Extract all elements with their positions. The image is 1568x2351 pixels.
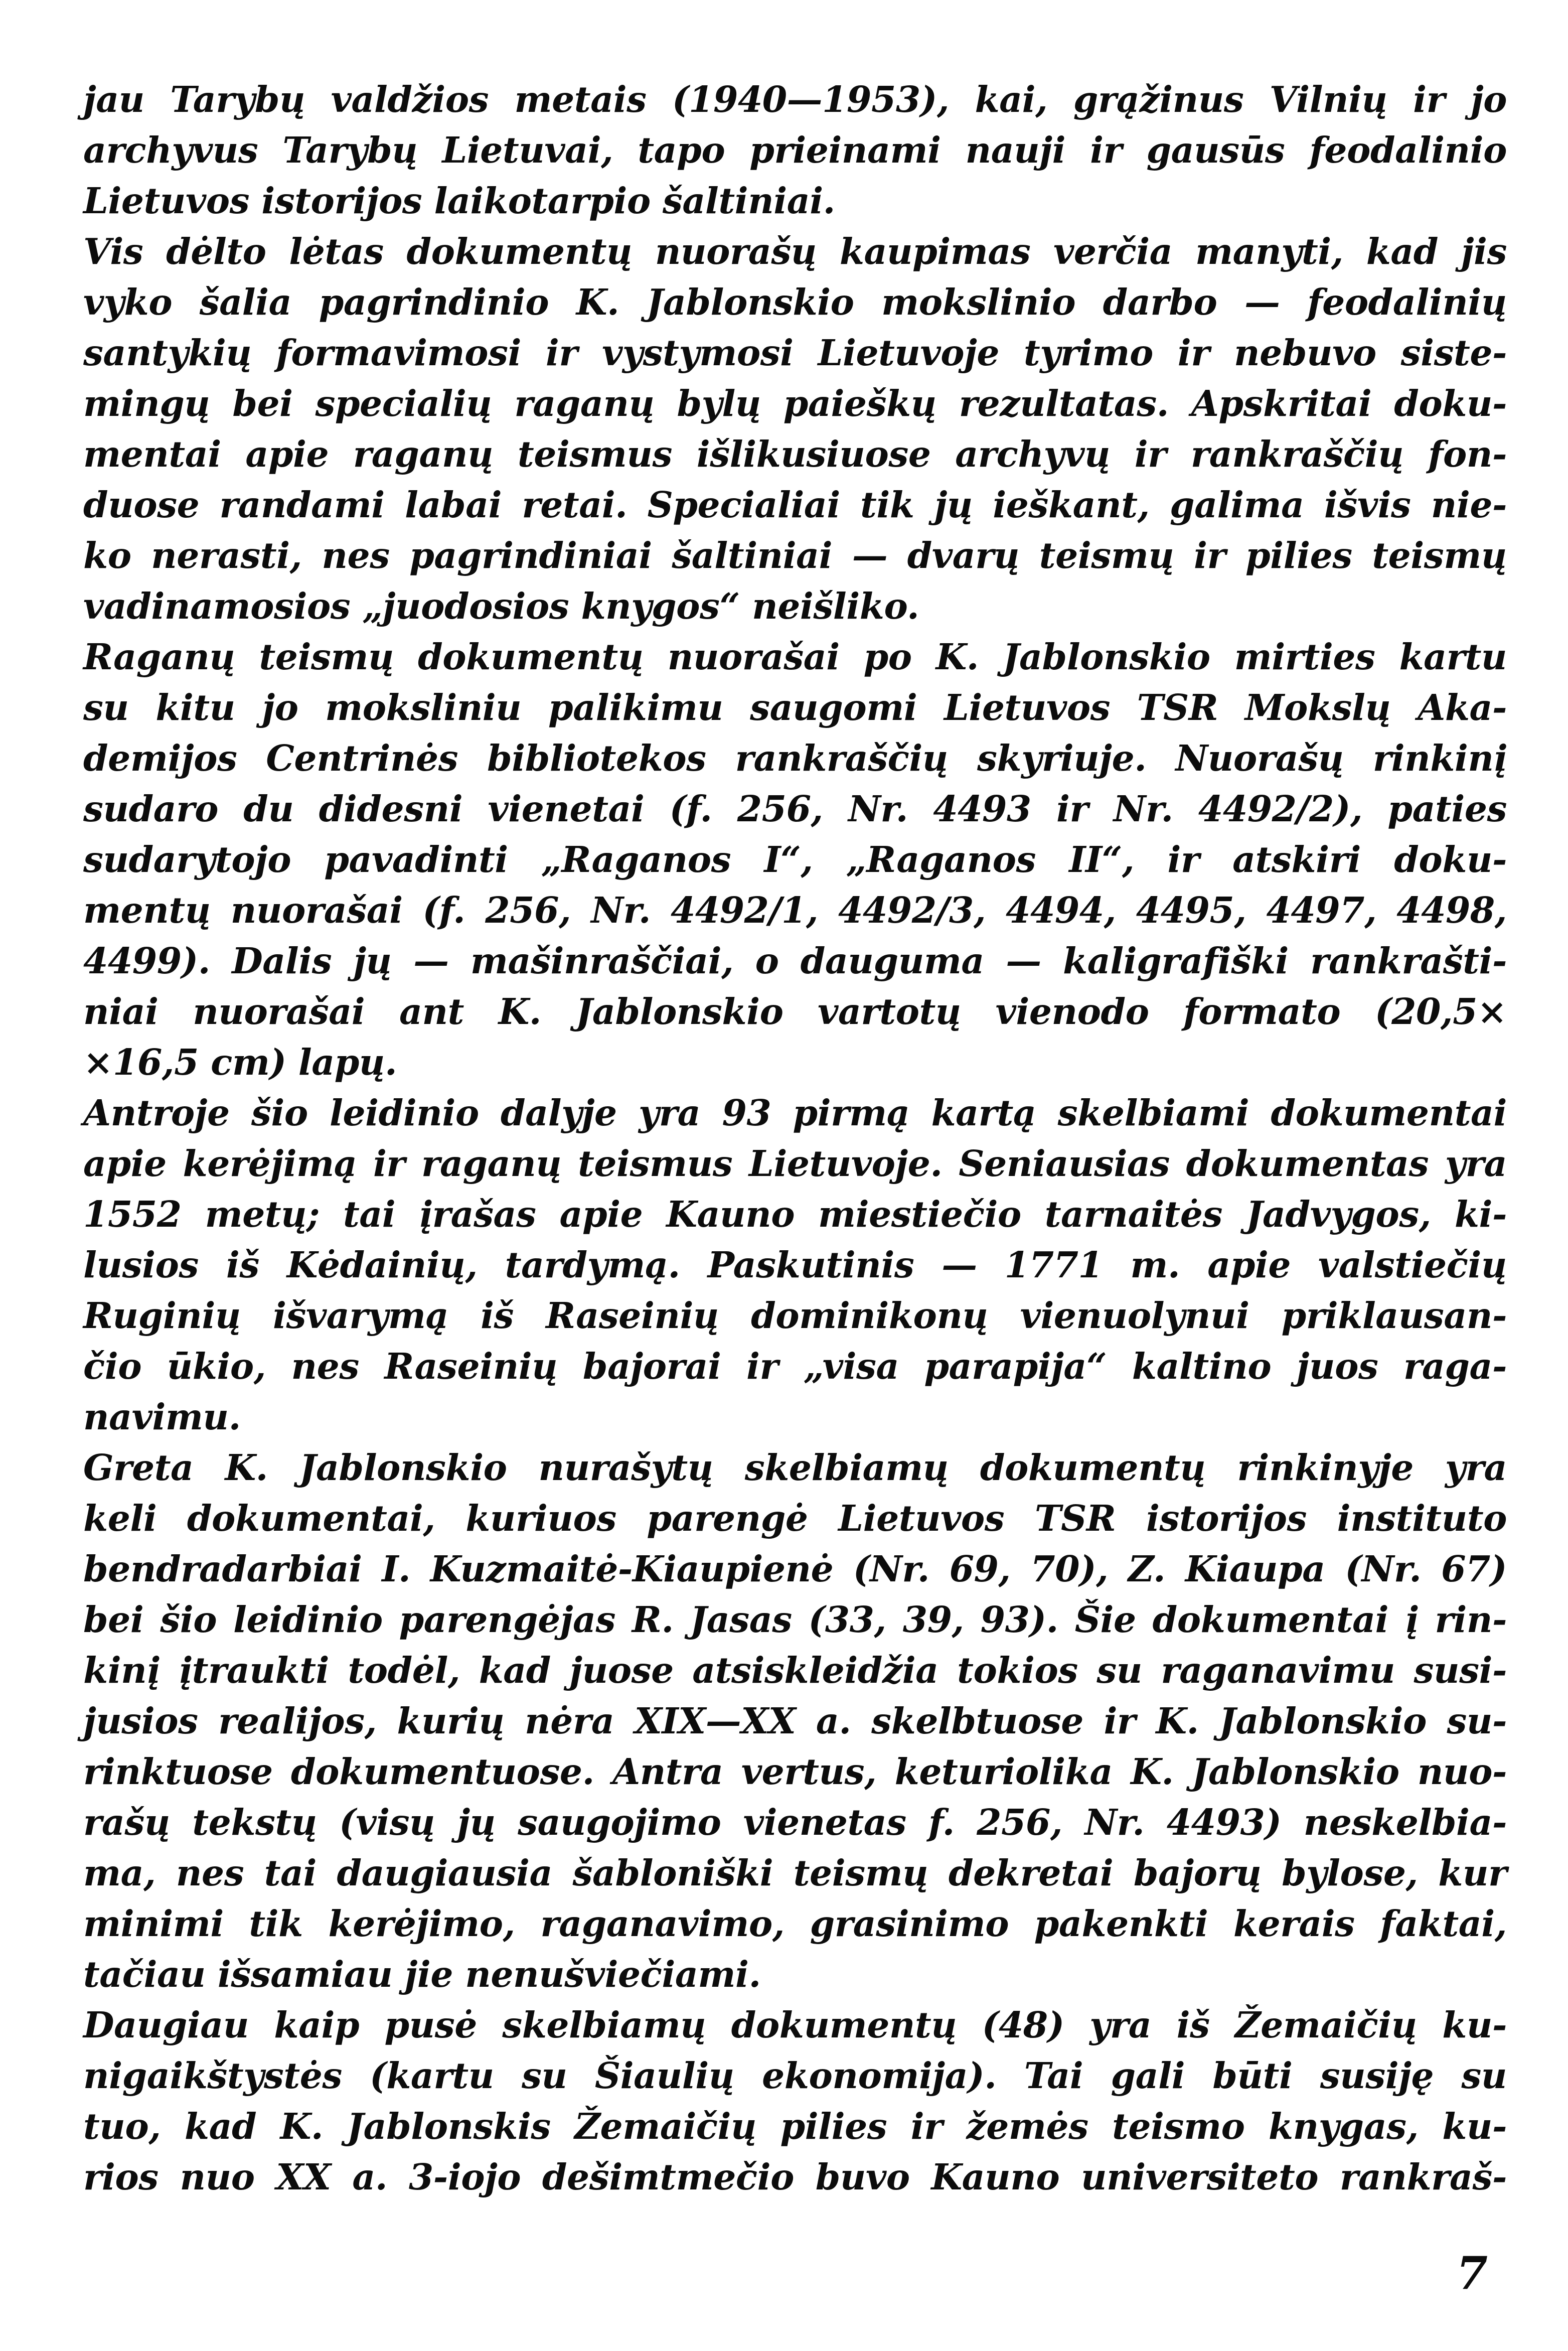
text-line: Vis dėlto lėtas dokumentų nuorašų kaupimas verčia manyti, kad jis: [83, 230, 1507, 272]
text-line: su kitu jo moksliniu palikimu saugomi Lietuvos TSR Mokslų Aka-: [83, 686, 1507, 728]
text-line: keli dokumentai, kuriuos parengė Lietuvos TSR istorijos instituto: [83, 1497, 1507, 1539]
text-line: lusios iš Kėdainių, tardymą. Paskutinis — 1771 m. apie valstiečių: [83, 1244, 1507, 1286]
text-line: tuo, kad K. Jablonskis Žemaičių pilies ir žemės teismo knygas, ku-: [83, 2105, 1507, 2147]
text-line: bei šio leidinio parengėjas R. Jasas (33, 39, 93). Šie dokumentai į rin-: [83, 1598, 1507, 1641]
text-line: jau Tarybų valdžios metais (1940—1953), kai, grąžinus Vilnių ir jo: [83, 78, 1507, 120]
text-line: sudarytojo pavadinti „Raganos I“, „Raganos II“, ir atskiri doku-: [83, 838, 1507, 880]
text-line: rinktuose dokumentuose. Antra vertus, keturiolika K. Jablonskio nuo-: [83, 1750, 1507, 1793]
text-line: Lietuvos istorijos laikotarpio šaltiniai.: [83, 180, 835, 222]
text-line: Antroje šio leidinio dalyje yra 93 pirmą kartą skelbiami dokumentai: [83, 1092, 1507, 1134]
page-number: 7: [1456, 2247, 1488, 2300]
text-line: ×16,5 cm) lapų.: [83, 1041, 397, 1083]
text-line: rašų tekstų (visų jų saugojimo vienetas f. 256, Nr. 4493) neskelbia-: [83, 1801, 1507, 1843]
text-line: sudaro du didesni vienetai (f. 256, Nr. 4493 ir Nr. 4492/2), paties: [83, 788, 1507, 830]
text-line: mingų bei specialių raganų bylų paieškų rezultatas. Apskritai doku-: [83, 382, 1507, 424]
text-line: 4499). Dalis jų — mašinraščiai, o dauguma — kaligrafiški rankrašti-: [83, 940, 1507, 982]
text-line: bendradarbiai I. Kuzmaitė-Kiaupienė (Nr. 69, 70), Z. Kiaupa (Nr. 67): [83, 1548, 1507, 1590]
text-line: archyvus Tarybų Lietuvai, tapo prieinami nauji ir gausūs feodalinio: [83, 129, 1507, 171]
text-line: tačiau išsamiau jie nenušviečiami.: [83, 1953, 761, 1995]
text-line: kinį įtraukti todėl, kad juose atsiskleidžia tokios su raganavimu susi-: [83, 1649, 1507, 1691]
text-block: [83, 74, 1507, 2202]
text-line: niai nuorašai ant K. Jablonskio vartotų vienodo formato (20,5×: [83, 990, 1507, 1033]
text-line: vadinamosios „juodosios knygos“ neišliko.: [83, 585, 919, 627]
text-line: čio ūkio, nes Raseinių bajorai ir „visa parapija“ kaltino juos raga-: [83, 1345, 1507, 1387]
text-line: nigaikštystės (kartu su Šiaulių ekonomija). Tai gali būti susiję su: [83, 2054, 1507, 2097]
text-line: Raganų teismų dokumentų nuorašai po K. Jablonskio mirties kartu: [83, 636, 1507, 678]
text-line: demijos Centrinės bibliotekos rankraščių skyriuje. Nuorašų rinkinį: [83, 737, 1507, 779]
text-line: rios nuo XX a. 3-iojo dešimtmečio buvo Kauno universiteto rankraš-: [83, 2156, 1507, 2198]
text-line: santykių formavimosi ir vystymosi Lietuvoje tyrimo ir nebuvo siste-: [83, 332, 1507, 374]
text-line: Daugiau kaip pusė skelbiamų dokumentų (48) yra iš Žemaičių ku-: [83, 2004, 1507, 2046]
text-line: 1552 metų; tai įrašas apie Kauno miestiečio tarnaitės Jadvygos, ki-: [83, 1193, 1507, 1235]
text-line: vyko šalia pagrindinio K. Jablonskio mokslinio darbo — feodalinių: [83, 281, 1507, 323]
text-line: jusios realijos, kurių nėra XIX—XX a. skelbtuose ir K. Jablonskio su-: [83, 1700, 1507, 1742]
text-line: apie kerėjimą ir raganų teismus Lietuvoje. Seniausias dokumentas yra: [83, 1142, 1507, 1185]
text-line: mentai apie raganų teismus išlikusiuose archyvų ir rankraščių fon-: [83, 433, 1507, 475]
text-line: Greta K. Jablonskio nurašytų skelbiamų dokumentų rinkinyje yra: [83, 1446, 1507, 1489]
text-line: mentų nuorašai (f. 256, Nr. 4492/1, 4492/3, 4494, 4495, 4497, 4498,: [83, 889, 1507, 931]
text-line: navimu.: [83, 1396, 241, 1438]
text-line: ma, nes tai daugiausia šabloniški teismų dekretai bajorų bylose, kur: [83, 1852, 1507, 1894]
text-line: minimi tik kerėjimo, raganavimo, grasinimo pakenkti kerais faktai,: [83, 1902, 1507, 1945]
text-line: ko nerasti, nes pagrindiniai šaltiniai — dvarų teismų ir pilies teismų: [83, 534, 1507, 576]
text-line: duose randami labai retai. Specialiai tik jų ieškant, galima išvis nie-: [83, 484, 1507, 526]
text-line: Ruginių išvarymą iš Raseinių dominikonų vienuolynui priklausan-: [83, 1294, 1507, 1337]
